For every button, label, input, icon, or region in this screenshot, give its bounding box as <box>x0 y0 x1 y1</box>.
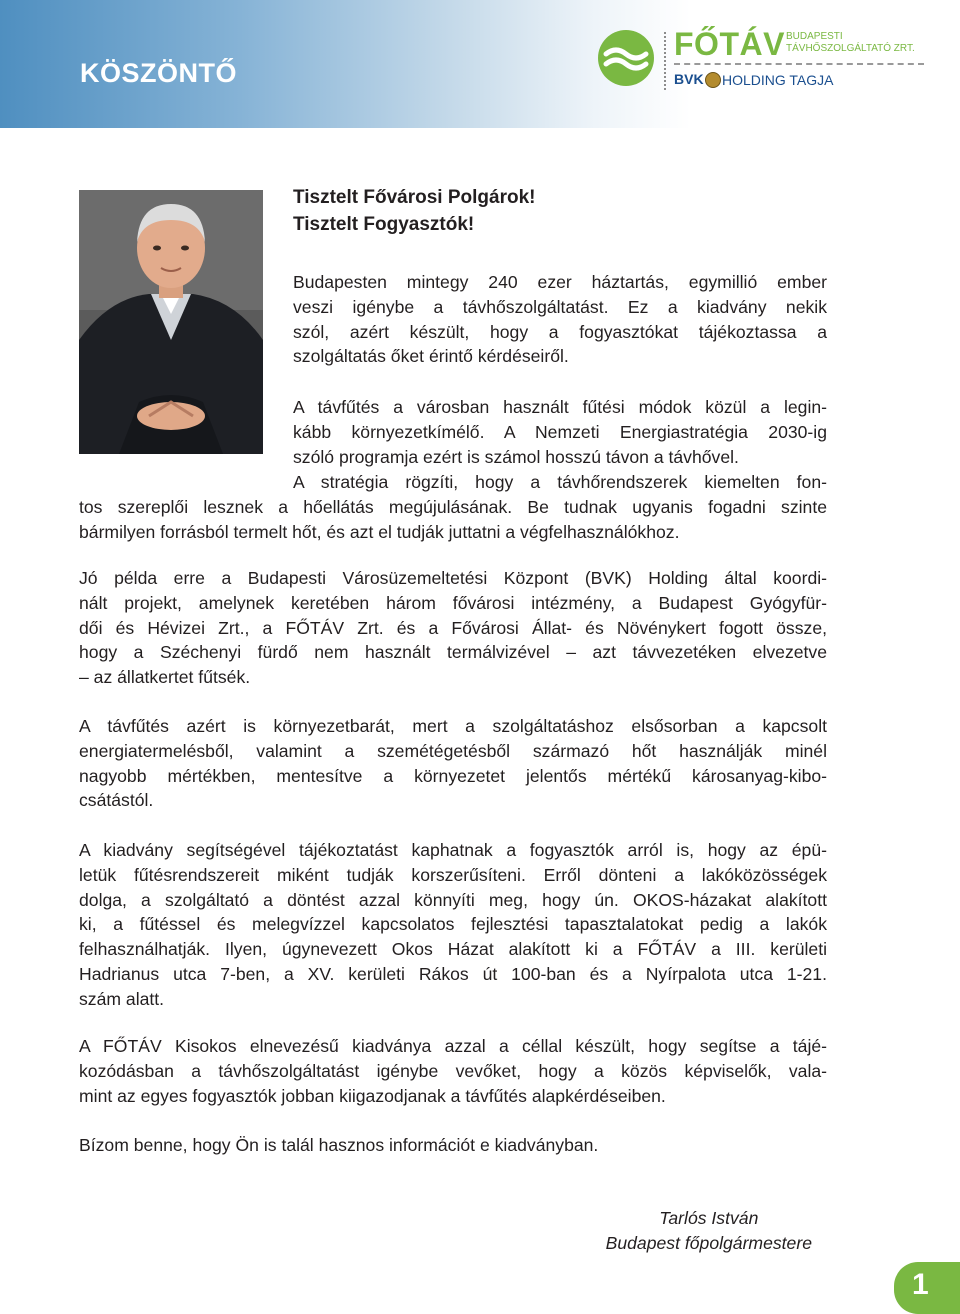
portrait-photo <box>79 190 263 454</box>
paragraph-line: A stratégia rögzíti, hogy a távhőrendszerek kiemelten fon- <box>293 472 827 492</box>
bvk-label: BVK <box>674 71 704 87</box>
paragraph-line: kább környezetkímélő. A Nemzeti Energiastratégia 2030-ig <box>293 421 827 442</box>
paragraph-line: mint az egyes fogyasztók jobban kiigazodjanak a távfűtés alapkérdéseiben. <box>79 1085 666 1106</box>
holding-label: HOLDING TAGJA <box>722 72 834 88</box>
paragraph-4 <box>79 566 827 690</box>
paragraph-line: dolga, a szolgáltató a döntést azzal könnyíti meg, hogy ún. OKOS-házakat alakított <box>79 889 827 910</box>
wave-icon <box>598 30 654 86</box>
logo-name: FŐTÁV <box>674 26 785 62</box>
paragraph-line: szóló programja ezért is számol hosszú távon a távhővel. <box>293 446 739 467</box>
paragraph-line: A FŐTÁV Kisokos elnevezésű kiadványa azzal a céllal készült, hogy segítse a tájé- <box>79 1036 827 1056</box>
paragraph-line: tos szereplői lesznek a hőellátás megújulásának. Be tudnak ugyanis fogadni szinte <box>79 496 827 517</box>
salutation <box>293 184 535 238</box>
portrait-illustration <box>79 190 263 454</box>
paragraph-line: nált projekt, amelynek keretében három fővárosi intézmény, a Budapest Gyógyfür- <box>79 592 827 613</box>
paragraph-line: szolgáltatás őket érintő kérdéseiről. <box>293 346 569 367</box>
paragraph-line: bármilyen forrásból termelt hőt, és azt el tudják juttatni a végfelhasználókhoz. <box>79 521 680 542</box>
logo-divider <box>664 32 666 90</box>
paragraph-line: nagyobb mértékben, mentesítve a környezetet jelentős mértékű károsanyag-kibo- <box>79 765 827 786</box>
paragraph-line: felhasználhatják. Ilyen, úgynevezett Okos Házat alakított ki a FŐTÁV a III. kerületi <box>79 939 827 960</box>
paragraph-1 <box>293 270 827 369</box>
paragraph-line: hogy a Széchenyi fürdő nem használt termálvizével – azt távvezetéken elvezetve <box>79 642 827 663</box>
paragraph-5 <box>79 714 827 813</box>
paragraph-2 <box>293 395 827 469</box>
paragraph-line: veszi igénybe a távhőszolgáltatást. Ez a kiadvány nekik <box>293 296 827 317</box>
paragraph-line: szám alatt. <box>79 988 165 1009</box>
paragraph-line: ki, a fűtéssel és melegvízzel kapcsolatos fejlesztési tapasztalatokat pedig a lakók <box>79 914 827 935</box>
paragraph-line: dői és Hévizei Zrt., a FŐTÁV Zrt. és a Fővárosi Állat- és Növénykert fogott össze, <box>79 617 827 638</box>
paragraph-3 <box>79 470 827 544</box>
logo-subtitle-1: BUDAPESTI <box>786 31 843 42</box>
paragraph-line: A kiadvány segítségével tájékoztatást kaphatnak a fogyasztók arról is, hogy az épü- <box>79 840 827 860</box>
budapest-seal-icon <box>705 72 721 88</box>
paragraph-7 <box>79 1034 827 1108</box>
page-title: KÖSZÖNTŐ <box>80 58 237 88</box>
paragraph-line: letük fűtésrendszereit miként tudják korszerűsíteni. Erről dönteni a lakóközösségek <box>79 864 827 885</box>
paragraph-line: Bízom benne, hogy Ön is talál hasznos információt e kiadványban. <box>79 1135 599 1155</box>
signature <box>606 1206 812 1256</box>
paragraph-line: Jó példa erre a Budapesti Városüzemeltetési Központ (BVK) Holding által koordi- <box>79 568 827 588</box>
salutation-line-2: Tisztelt Fogyasztók! <box>293 214 475 235</box>
logo-subtitle-2: TÁVHŐSZOLGÁLTATÓ ZRT. <box>786 43 915 54</box>
paragraph-line: kozódásban a távhőszolgáltatást igénybe vevőket, hogy a közös képviselők, vala- <box>79 1060 827 1081</box>
paragraph-line: A távfűtés a városban használt fűtési módok közül a legin- <box>293 397 827 417</box>
paragraph-line: A távfűtés azért is környezetbarát, mert a szolgáltatáshoz elsősorban a kapcsolt <box>79 716 827 736</box>
signature-title: Budapest főpolgármestere <box>605 1233 812 1253</box>
fotav-logo <box>598 26 928 92</box>
signature-name: Tarlós István <box>659 1208 759 1228</box>
page-number: 1 <box>912 1268 929 1301</box>
logo-dash-divider <box>674 63 924 65</box>
salutation-line-1: Tisztelt Fővárosi Polgárok! <box>293 187 536 208</box>
paragraph-line: – az állatkertet fűtsék. <box>79 667 251 688</box>
paragraph-line: Hadrianus utca 7-ben, a XV. kerületi Rákos út 100-ban és a Nyírpalota utca 1-21. <box>79 963 827 984</box>
paragraph-8 <box>79 1133 827 1158</box>
fotav-logo-mark <box>598 30 654 86</box>
paragraph-line: Budapesten mintegy 240 ezer háztartás, egymillió ember <box>293 272 827 292</box>
paragraph-line: energiatermelésből, valamint a szemétégetésből származó hőt használják minél <box>79 740 827 761</box>
paragraph-line: szól, azért készült, hogy a fogyasztókat tájékoztassa a <box>293 321 827 342</box>
paragraph-line: csátástól. <box>79 790 154 811</box>
paragraph-6 <box>79 838 827 1012</box>
